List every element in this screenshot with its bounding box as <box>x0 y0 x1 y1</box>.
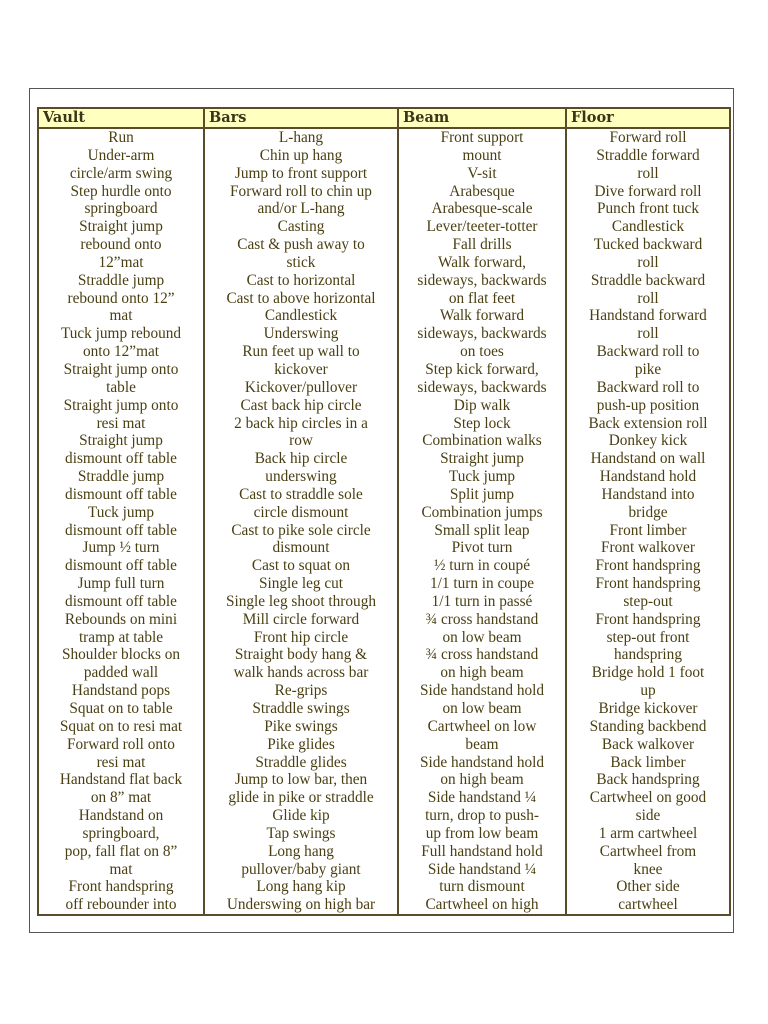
skill-line: dismount off table <box>65 592 177 610</box>
skill-line: 1/1 turn in passé <box>431 592 533 610</box>
skill-line: pop, fall flat on 8” <box>64 842 178 860</box>
skill-line: Forward roll <box>609 129 687 146</box>
skill-line: Forward roll onto <box>67 735 175 753</box>
header-bars: Bars <box>204 108 398 128</box>
skill-line: 1/1 turn in coupe <box>429 575 535 593</box>
skill-line: underswing <box>265 468 337 486</box>
skill-line: walk hands across bar <box>233 664 369 682</box>
skill-line: Single leg shoot through <box>226 592 376 610</box>
header-vault: Vault <box>38 108 204 128</box>
skill-line: Long hang <box>268 842 334 860</box>
skill-line: Tuck jump <box>448 468 516 486</box>
skill-line: sideways, backwards <box>417 325 547 343</box>
header-row <box>38 108 730 128</box>
floor-skill-list <box>569 129 727 914</box>
skill-line: Squat on to table <box>69 700 173 717</box>
skill-line: Tap swings <box>266 824 336 842</box>
skill-line: Front handspring <box>595 610 701 628</box>
skill-line: Walk forward <box>439 307 525 325</box>
skill-line: 2 back hip circles in a <box>234 414 368 432</box>
skill-line: ¾ cross handstand <box>425 610 539 628</box>
skill-line: on toes <box>460 343 504 361</box>
skill-line: Front limber <box>609 521 687 539</box>
beam-skill-list <box>401 129 563 914</box>
skill-line: resi mat <box>96 414 146 432</box>
skill-line: turn, drop to push- <box>425 807 539 825</box>
skill-line: Handstand pops <box>71 682 171 700</box>
skill-line: rebound onto 12” <box>67 289 175 307</box>
header-floor: Floor <box>566 108 730 128</box>
skill-line: Step kick forward, <box>425 360 539 378</box>
bars-column <box>204 128 398 915</box>
skill-line: pike <box>634 360 662 378</box>
skill-line: Cast to straddle sole <box>239 485 363 503</box>
skill-line: step-out front <box>606 628 690 646</box>
skill-line: Run <box>108 129 134 146</box>
skill-line: Dip walk <box>453 396 511 414</box>
skill-line: roll <box>637 164 659 182</box>
skill-line: Run feet up wall to <box>242 343 360 361</box>
skill-line: Jump to low bar, then <box>234 771 368 789</box>
skill-line: Underswing <box>263 325 339 343</box>
skill-line: ¾ cross handstand <box>425 646 539 664</box>
skill-line: up <box>640 682 656 700</box>
skill-line: Side handstand hold <box>419 682 545 700</box>
skill-line: roll <box>637 253 659 271</box>
skill-line: glide in pike or straddle <box>228 789 374 807</box>
skill-line: side <box>635 807 661 825</box>
skill-line: bridge <box>628 503 668 521</box>
skill-line: on low beam <box>442 700 522 717</box>
skill-line: Side handstand ¼ <box>427 789 537 807</box>
skill-line: Straddle backward <box>590 271 706 289</box>
skill-line: springboard <box>84 200 158 218</box>
skill-line: 12”mat <box>98 253 144 271</box>
skill-line: Standing backbend <box>589 717 707 735</box>
skill-line: beam <box>465 735 499 753</box>
skill-line: Front support <box>440 129 524 146</box>
skill-line: dismount <box>272 539 330 557</box>
skill-line: Side handstand hold <box>419 753 545 771</box>
skill-line: Straight jump <box>440 450 524 468</box>
skill-line: Cast & push away to <box>237 236 365 254</box>
skill-line: on high beam <box>440 664 524 682</box>
skill-line: table <box>106 378 136 396</box>
skill-line: dismount off table <box>65 485 177 503</box>
skill-line: Long hang kip <box>256 878 346 896</box>
skill-line: on 8” mat <box>90 789 152 807</box>
skills-table <box>37 107 731 916</box>
skill-line: Handstand forward <box>589 307 707 325</box>
skill-line: Straight jump <box>79 432 163 450</box>
skill-line: Under-arm <box>87 146 155 164</box>
skill-line: cartwheel <box>618 896 678 914</box>
skill-line: Cast back hip circle <box>240 396 362 414</box>
skill-line: Back extension roll <box>588 414 708 432</box>
skill-line: kickover <box>274 360 328 378</box>
skill-line: Backward roll to <box>596 378 700 396</box>
skill-line: Split jump <box>449 485 515 503</box>
skill-line: Shoulder blocks on <box>61 646 181 664</box>
skill-line: Small split leap <box>434 521 530 539</box>
skill-line: Rebounds on mini <box>64 610 178 628</box>
skill-line: Straight jump onto <box>63 360 179 378</box>
skill-line: mat <box>109 860 133 878</box>
skill-line: Cartwheel on low <box>427 717 537 735</box>
skill-line: 1 arm cartwheel <box>598 824 698 842</box>
vault-column <box>38 128 204 915</box>
skill-line: Front handspring <box>595 557 701 575</box>
skill-line: Back limber <box>610 753 686 771</box>
skill-line: Arabesque-scale <box>431 200 533 218</box>
skill-line: V-sit <box>467 164 497 182</box>
skill-line: Kickover/pullover <box>244 378 358 396</box>
skill-line: step-out <box>623 592 673 610</box>
skill-line: on low beam <box>442 628 522 646</box>
skill-line: Handstand hold <box>599 468 697 486</box>
skill-line: Punch front tuck <box>597 200 699 218</box>
skill-line: Pike glides <box>267 735 335 753</box>
skill-line: Candlestick <box>611 218 685 236</box>
skill-line: onto 12”mat <box>82 343 160 361</box>
skill-line: turn dismount <box>439 878 525 896</box>
floor-column <box>566 128 730 915</box>
skill-line: mat <box>109 307 133 325</box>
skill-line: Walk forward, <box>438 253 526 271</box>
header-beam: Beam <box>398 108 566 128</box>
skill-line: Back hip circle <box>254 450 348 468</box>
skill-line: row <box>289 432 313 450</box>
skill-line: Combination jumps <box>421 503 543 521</box>
skill-line: Bridge kickover <box>598 700 698 717</box>
skill-line: Dive forward roll <box>594 182 702 200</box>
skill-line: Handstand on wall <box>590 450 706 468</box>
skill-line: Forward roll to chin up <box>230 182 372 200</box>
skill-line: Cast to pike sole circle <box>231 521 371 539</box>
skill-line: Other side <box>616 878 680 896</box>
skill-line: Tuck jump <box>87 503 155 521</box>
skill-line: Pike swings <box>264 717 338 735</box>
skill-line: Candlestick <box>264 307 338 325</box>
skill-line: Combination walks <box>422 432 542 450</box>
skill-line: Jump full turn <box>77 575 165 593</box>
skill-line: Handstand flat back <box>59 771 183 789</box>
skill-line: padded wall <box>83 664 159 682</box>
beam-column <box>398 128 566 915</box>
skill-line: Pivot turn <box>451 539 513 557</box>
skill-line: springboard, <box>82 824 160 842</box>
skill-line: Back walkover <box>601 735 695 753</box>
skill-line: Fall drills <box>452 236 512 254</box>
skill-line: Tucked backward <box>593 236 703 254</box>
skill-line: mount <box>462 146 502 164</box>
skill-line: Front hip circle <box>253 628 349 646</box>
skill-line: dismount off table <box>65 521 177 539</box>
skill-line: Jump ½ turn <box>82 539 160 557</box>
skill-line: Underswing on high bar <box>226 896 376 914</box>
skill-line: Cast to squat on <box>251 557 351 575</box>
skill-line: Straddle forward <box>596 146 700 164</box>
skill-line: rebound onto <box>80 236 162 254</box>
skill-line: Front handspring <box>595 575 701 593</box>
skill-line: Handstand on <box>78 807 164 825</box>
skill-line: Tuck jump rebound <box>60 325 182 343</box>
skill-line: circle/arm swing <box>69 164 173 182</box>
skill-line: Straddle swings <box>252 700 350 717</box>
skill-line: Full handstand hold <box>421 842 543 860</box>
skill-line: dismount off table <box>65 557 177 575</box>
skill-line: resi mat <box>96 753 146 771</box>
skill-line: Casting <box>277 218 325 236</box>
skill-line: Straight jump <box>79 218 163 236</box>
skill-line: Step lock <box>453 414 511 432</box>
skill-line: Jump to front support <box>234 164 368 182</box>
skill-line: on flat feet <box>448 289 516 307</box>
skill-line: Cartwheel from <box>599 842 697 860</box>
skill-line: Straddle jump <box>77 271 165 289</box>
skill-line: pullover/baby giant <box>241 860 361 878</box>
skill-line: push-up position <box>596 396 700 414</box>
skill-line: on high beam <box>440 771 524 789</box>
skill-line: Cartwheel on high <box>425 896 539 914</box>
skill-line: Bridge hold 1 foot <box>591 664 705 682</box>
skill-line: Handstand into <box>601 485 695 503</box>
skill-line: roll <box>637 289 659 307</box>
skill-line: Backward roll to <box>596 343 700 361</box>
skill-line: Front walkover <box>601 539 695 557</box>
skill-line: Back handspring <box>596 771 700 789</box>
skill-line: handspring <box>614 646 682 664</box>
skill-line: Glide kip <box>272 807 330 825</box>
skill-line: dismount off table <box>65 450 177 468</box>
skill-line: Donkey kick <box>608 432 688 450</box>
skill-line: Arabesque <box>449 182 515 200</box>
skill-line: L-hang <box>278 129 324 146</box>
skill-line: Cast to horizontal <box>246 271 356 289</box>
skill-line: knee <box>633 860 663 878</box>
skill-line: Single leg cut <box>258 575 344 593</box>
skill-line: Front handspring <box>68 878 174 896</box>
skill-line: circle dismount <box>253 503 349 521</box>
skill-line: up from low beam <box>425 824 539 842</box>
skill-line: stick <box>286 253 316 271</box>
skill-line: Chin up hang <box>259 146 343 164</box>
skill-line: ½ turn in coupé <box>433 557 530 575</box>
skill-line: off rebounder into <box>65 896 177 914</box>
skill-line: Straight jump onto <box>63 396 179 414</box>
skill-line: Step hurdle onto <box>70 182 172 200</box>
skill-line: Squat on to resi mat <box>59 717 183 735</box>
skill-line: and/or L-hang <box>257 200 345 218</box>
skill-line: Re-grips <box>274 682 328 700</box>
skill-line: Lever/teeter-totter <box>426 218 538 236</box>
bars-skill-list <box>207 129 395 914</box>
vault-skill-list <box>41 129 201 914</box>
skill-line: roll <box>637 325 659 343</box>
skill-line: Straddle jump <box>77 468 165 486</box>
skill-line: Straight body hang & <box>234 646 368 664</box>
skill-line: Cartwheel on good <box>589 789 707 807</box>
skill-line: sideways, backwards <box>417 378 547 396</box>
skill-line: Straddle glides <box>255 753 347 771</box>
skill-line: sideways, backwards <box>417 271 547 289</box>
skill-line: Mill circle forward <box>242 610 360 628</box>
skill-line: tramp at table <box>78 628 164 646</box>
skill-line: Side handstand ¼ <box>427 860 537 878</box>
skill-line: Cast to above horizontal <box>226 289 376 307</box>
body-row <box>38 128 730 915</box>
